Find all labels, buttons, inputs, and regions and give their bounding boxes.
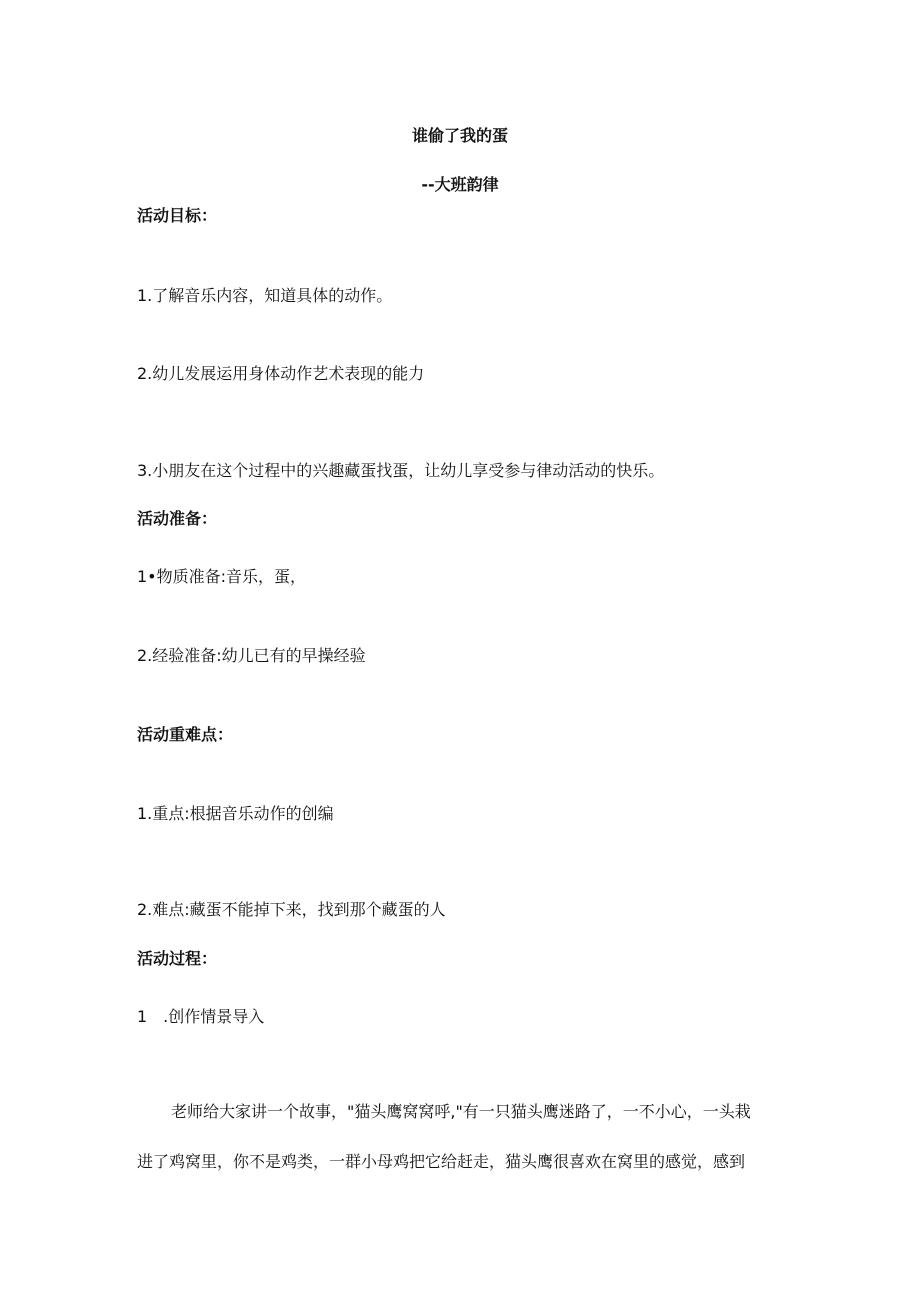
prep-heading: 活动准备： — [137, 509, 218, 528]
process-step-1: 1 .创作情景导入 — [137, 1007, 265, 1026]
goals-heading: 活动目标： — [137, 206, 218, 225]
goal-item-3: 3.小朋友在这个过程中的兴趣藏蛋找蛋，让幼儿享受参与律动活动的快乐。 — [137, 461, 665, 480]
story-paragraph-line-2: 进了鸡窝里，你不是鸡类，一群小母鸡把它给赶走，猫头鹰很喜欢在窝里的感觉，感到 — [137, 1152, 746, 1171]
key-point-1: 1.重点:根据音乐动作的创编 — [137, 804, 334, 823]
prep-item-2: 2.经验准备:幼儿已有的早操经验 — [137, 646, 366, 665]
goal-item-2: 2.幼儿发展运用身体动作艺术表现的能力 — [137, 364, 425, 383]
key-points-heading: 活动重难点： — [137, 725, 234, 744]
document-subtitle: --大班韵律 — [421, 175, 499, 194]
story-paragraph-line-1: 老师给大家讲一个故事，"猫头鹰窝窝呼,"有一只猫头鹰迷路了，一不小心，一头栽 — [171, 1102, 751, 1121]
key-point-2: 2.难点:藏蛋不能掉下来，找到那个藏蛋的人 — [137, 900, 446, 919]
goal-item-1: 1.了解音乐内容，知道具体的动作。 — [137, 286, 393, 305]
document-title: 谁偷了我的蛋 — [411, 126, 508, 145]
process-heading: 活动过程： — [137, 949, 218, 968]
prep-item-1: 1•物质准备:音乐，蛋， — [137, 567, 307, 586]
